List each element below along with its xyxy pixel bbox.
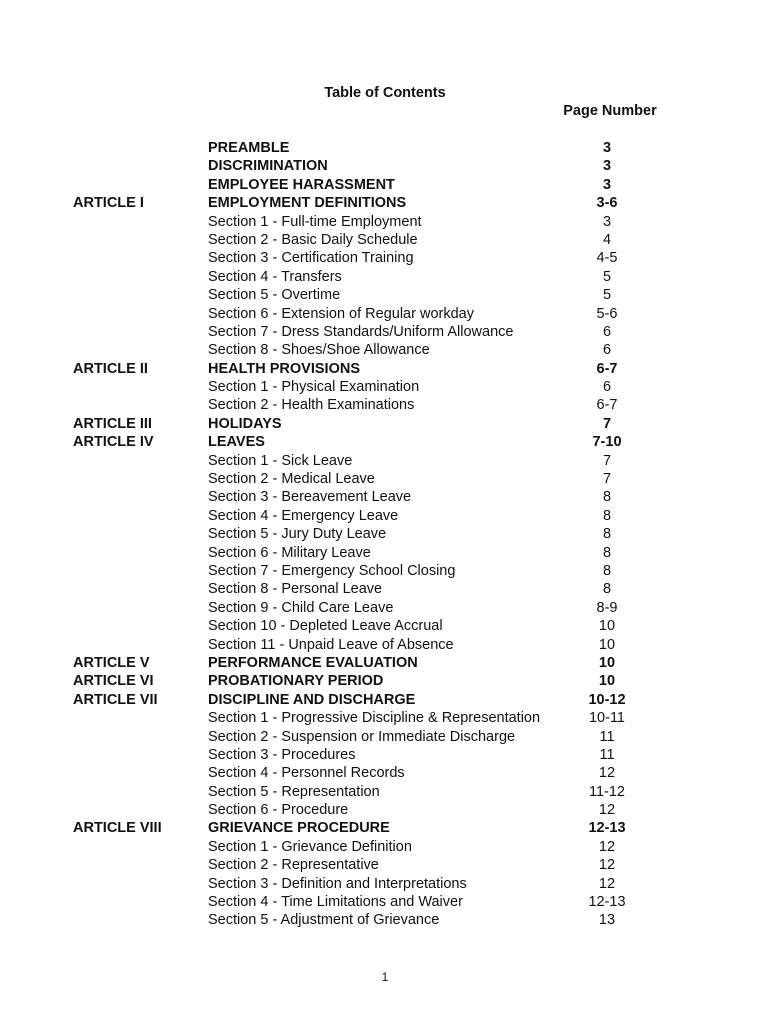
toc-entry-page: 12: [598, 857, 616, 874]
toc-article-number: ARTICLE II: [73, 360, 148, 377]
toc-entry-title: Section 6 - Extension of Regular workday: [208, 305, 474, 322]
toc-entry-title: Section 7 - Dress Standards/Uniform Allowance: [208, 323, 514, 340]
toc-entry-page: 6: [602, 342, 612, 359]
toc-entry-title: Section 1 - Progressive Discipline & Representation: [208, 710, 541, 727]
toc-entry-page: 3: [602, 140, 612, 156]
toc-row: [0, 176, 770, 194]
toc-entry-page: 12: [598, 802, 616, 819]
toc-entry-page: 8: [602, 544, 612, 561]
toc-entry-page: 11: [599, 728, 615, 745]
toc-entry-title: Section 6 - Procedure: [208, 802, 349, 819]
toc-row: [0, 286, 770, 304]
toc-entry-title: PERFORMANCE EVALUATION: [208, 654, 418, 671]
toc-entry-page: 7-10: [592, 434, 622, 451]
toc-entry-page: 6: [602, 323, 612, 340]
toc-entry-title: Section 3 - Certification Training: [208, 250, 414, 267]
toc-entry-title: PROBATIONARY PERIOD: [208, 673, 384, 690]
toc-row: [0, 415, 770, 433]
toc-entry-title: Section 2 - Representative: [208, 857, 379, 874]
toc-entry-title: Section 7 - Emergency School Closing: [208, 562, 456, 579]
toc-entry-page: 7: [602, 415, 612, 432]
toc-entry-title: Section 8 - Personal Leave: [208, 581, 383, 598]
toc-entry-title: Section 4 - Emergency Leave: [208, 507, 399, 524]
toc-row: [0, 396, 770, 414]
toc-article-number: ARTICLE VIII: [73, 820, 162, 837]
toc-row: [0, 341, 770, 359]
toc-entry-page: 10: [598, 636, 616, 653]
toc-row: [0, 268, 770, 286]
toc-row: [0, 764, 770, 782]
toc-row: [0, 801, 770, 819]
toc-row: [0, 507, 770, 525]
toc-row: [0, 194, 770, 212]
toc-row: [0, 139, 770, 157]
toc-entry-page: 5-6: [596, 305, 618, 322]
toc-entry-title: EMPLOYEE HARASSMENT: [208, 176, 395, 193]
toc-entry-page: 12: [598, 765, 616, 782]
toc-entry-title: HOLIDAYS: [208, 415, 282, 432]
toc-entry-title: Section 2 - Medical Leave: [208, 471, 375, 488]
footer-page-number: 1: [381, 970, 389, 984]
toc-entry-page: 10: [598, 618, 616, 635]
table-of-contents: [0, 139, 770, 930]
toc-entry-page: 5: [602, 287, 612, 304]
toc-entry-page: 10-11: [588, 710, 625, 727]
toc-entry-page: 11-12: [588, 783, 625, 800]
toc-entry-title: GRIEVANCE PROCEDURE: [208, 820, 390, 837]
toc-entry-page: 11: [599, 746, 615, 763]
toc-row: [0, 819, 770, 837]
toc-row: [0, 249, 770, 267]
toc-row: [0, 305, 770, 323]
toc-article-number: ARTICLE VII: [73, 691, 158, 708]
toc-entry-title: Section 5 - Overtime: [208, 287, 341, 304]
toc-row: [0, 157, 770, 175]
toc-entry-page: 3: [602, 176, 612, 193]
toc-entry-page: 5: [602, 268, 612, 285]
toc-entry-title: Section 5 - Jury Duty Leave: [208, 526, 387, 543]
toc-row: [0, 433, 770, 451]
toc-entry-page: 8: [602, 562, 612, 579]
toc-entry-page: 10-12: [588, 691, 626, 708]
toc-entry-page: 8: [602, 526, 612, 543]
toc-entry-title: Section 3 - Bereavement Leave: [208, 489, 412, 506]
toc-entry-title: Section 5 - Representation: [208, 783, 380, 800]
toc-entry-title: Section 6 - Military Leave: [208, 544, 371, 561]
toc-entry-page: 12-13: [588, 894, 626, 911]
toc-row: [0, 783, 770, 801]
toc-entry-title: Section 1 - Full-time Employment: [208, 213, 422, 230]
toc-row: [0, 360, 770, 378]
toc-entry-title: LEAVES: [208, 434, 265, 451]
toc-entry-title: Section 11 - Unpaid Leave of Absence: [208, 636, 454, 653]
toc-entry-title: DISCIPLINE AND DISCHARGE: [208, 691, 416, 708]
toc-row: [0, 875, 770, 893]
toc-row: [0, 746, 770, 764]
toc-entry-page: 7: [602, 471, 612, 488]
page-number-column-header: Page Number: [563, 103, 657, 119]
toc-entry-page: 4: [602, 231, 612, 248]
toc-entry-title: Section 4 - Transfers: [208, 268, 342, 285]
toc-row: [0, 672, 770, 690]
toc-entry-page: 3: [602, 213, 612, 230]
toc-entry-title: Section 4 - Time Limitations and Waiver: [208, 894, 463, 911]
toc-row: [0, 709, 770, 727]
toc-entry-title: HEALTH PROVISIONS: [208, 360, 360, 377]
toc-row: [0, 599, 770, 617]
toc-row: [0, 691, 770, 709]
toc-entry-page: 3-6: [596, 195, 618, 212]
toc-article-number: ARTICLE VI: [73, 673, 154, 690]
toc-entry-title: Section 1 - Physical Examination: [208, 379, 420, 396]
toc-row: [0, 911, 770, 929]
toc-row: [0, 636, 770, 654]
toc-row: [0, 838, 770, 856]
toc-row: [0, 323, 770, 341]
toc-entry-page: 3: [602, 158, 612, 175]
toc-row: [0, 488, 770, 506]
toc-entry-page: 6-7: [596, 397, 618, 414]
toc-entry-title: Section 1 - Sick Leave: [208, 452, 353, 469]
toc-entry-page: 10: [598, 673, 616, 690]
toc-row: [0, 213, 770, 231]
toc-row: [0, 617, 770, 635]
toc-entry-page: 8: [602, 507, 612, 524]
toc-row: [0, 470, 770, 488]
toc-entry-page: 10: [598, 654, 616, 671]
toc-entry-title: DISCRIMINATION: [208, 158, 328, 175]
toc-entry-title: Section 1 - Grievance Definition: [208, 838, 412, 855]
toc-entry-page: 6: [602, 379, 612, 396]
toc-entry-title: Section 4 - Personnel Records: [208, 765, 405, 782]
toc-entry-title: Section 2 - Health Examinations: [208, 397, 415, 414]
toc-entry-page: 12: [598, 875, 616, 892]
toc-entry-title: Section 5 - Adjustment of Grievance: [208, 912, 440, 929]
toc-row: [0, 452, 770, 470]
toc-entry-title: Section 10 - Depleted Leave Accrual: [208, 618, 443, 635]
page-title: Table of Contents: [324, 85, 446, 101]
toc-entry-page: 12: [598, 838, 616, 855]
toc-entry-title: Section 2 - Suspension or Immediate Discharge: [208, 728, 516, 745]
toc-entry-page: 8-9: [596, 599, 618, 616]
toc-row: [0, 544, 770, 562]
toc-entry-title: Section 9 - Child Care Leave: [208, 599, 394, 616]
toc-entry-page: 8: [602, 489, 612, 506]
toc-row: [0, 728, 770, 746]
toc-entry-page: 4-5: [596, 250, 618, 267]
toc-entry-page: 6-7: [596, 360, 618, 377]
toc-article-number: ARTICLE IV: [73, 434, 154, 451]
toc-row: [0, 893, 770, 911]
toc-article-number: ARTICLE I: [73, 195, 144, 212]
toc-row: [0, 580, 770, 598]
toc-entry-title: Section 8 - Shoes/Shoe Allowance: [208, 342, 430, 359]
toc-entry-title: PREAMBLE: [208, 140, 290, 156]
toc-article-number: ARTICLE V: [73, 654, 150, 671]
toc-row: [0, 378, 770, 396]
toc-entry-page: 12-13: [588, 820, 626, 837]
toc-row: [0, 231, 770, 249]
toc-article-number: ARTICLE III: [73, 415, 152, 432]
toc-row: [0, 654, 770, 672]
toc-row: [0, 856, 770, 874]
toc-row: [0, 525, 770, 543]
toc-entry-title: EMPLOYMENT DEFINITIONS: [208, 195, 407, 212]
toc-row: [0, 562, 770, 580]
toc-entry-page: 13: [598, 912, 616, 929]
toc-entry-page: 7: [602, 452, 612, 469]
toc-entry-title: Section 2 - Basic Daily Schedule: [208, 231, 418, 248]
toc-entry-title: Section 3 - Definition and Interpretations: [208, 875, 467, 892]
toc-entry-page: 8: [602, 581, 612, 598]
toc-entry-title: Section 3 - Procedures: [208, 746, 356, 763]
